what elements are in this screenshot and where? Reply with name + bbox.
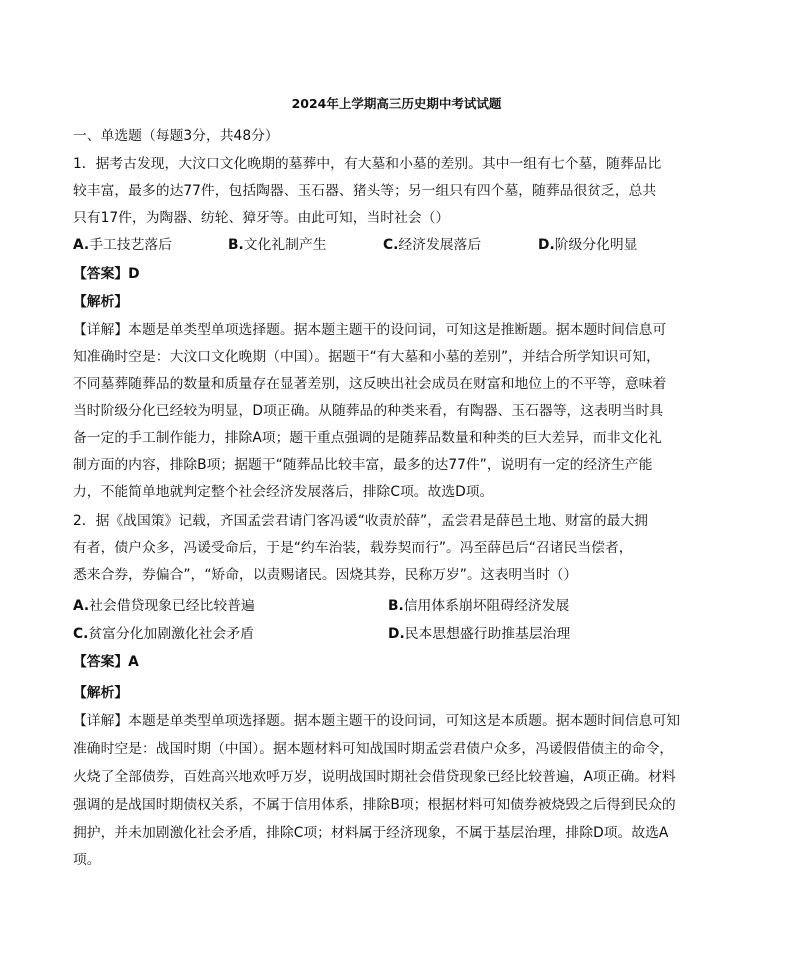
q1-stem-line-3: 只有17件，为陶器、纺轮、獐牙等。由此可知，当时社会（） [73,210,450,226]
q2-stem-line-1: 2．据《战国策》记载，齐国孟尝君请门客冯谖“收责於薛”，孟尝君是薛邑土地、财富的最大拥 [73,513,648,529]
page-title: 2024年上学期高三历史期中考试试题 [291,96,502,111]
q1-analysis-label: 【解析】 [73,294,129,310]
q2-detail-line-2: 准确时空是：战国时期（中国）。据本题材料可知战国时期孟尝君债户众多，冯谖假借债主的命令， [73,741,674,757]
q1-detail-line-2: 知准确时空是：大汶口文化晚期（中国）。据题干“有大墓和小墓的差别”，并结合所学知识可知， [73,349,660,365]
q1-detail-line-7: 力，不能简单地就判定整个社会经济发展落后，排除C项。故选D项。 [73,484,494,500]
q1-option-c-text: 经济发展落后 [398,237,482,253]
q1-detail-line-5: 备一定的手工制作能力，排除A项；题干重点强调的是随葬品数量和种类的巨大差异，而非文化礼 [73,430,662,446]
q1-answer: 【答案】D [73,266,140,282]
q1-option-a-letter: A. [73,237,90,253]
q1-detail-line-3: 不同墓葬随葬品的数量和质量存在显著差别，这反映出社会成员在财富和地位上的不平等，意味着 [73,376,667,392]
q2-option-c-text: 贫富分化加剧激化社会矛盾 [88,626,254,642]
q1-stem-line-2: 较丰富，最多的达77件，包括陶器、玉石器、猪头等；另一组只有四个墓，随葬品很贫乏，总共 [73,183,657,199]
q1-stem-line-1: 1．据考古发现，大汶口文化晚期的墓葬中，有大墓和小墓的差别。其中一组有七个墓，随葬品比 [73,156,662,172]
q2-detail-line-3: 火烧了全部债券，百姓高兴地欢呼万岁，说明战国时期社会借贷现象已经比较普遍，A项正确。材料 [73,769,676,785]
q2-option-c-letter: C. [73,626,89,642]
q1-option-b-text: 文化礼制产生 [243,237,327,253]
section-heading: 一、单选题（每题3分，共48分） [73,128,279,144]
q2-analysis-label: 【解析】 [73,685,129,701]
q2-option-c [73,624,254,644]
q2-detail-line-4: 强调的是战国时期债权关系，不属于信用体系，排除B项；根据材料可知债券被烧毁之后得到民众的 [73,797,676,813]
q2-option-b [388,596,569,616]
q1-option-d [538,235,637,255]
q1-option-a [73,235,172,255]
q1-detail-line-4: 当时阶级分化已经较为明显，D项正确。从随葬品的种类来看，有陶器、玉石器等，这表明当时具 [73,403,664,419]
q2-stem-line-2: 有者，债户众多，冯谖受命后，于是“约车治装，载券契而行”。冯至薛邑后“召诸民当偿者， [73,540,633,556]
q2-option-b-text: 信用体系崩坏阻碍经济发展 [403,598,570,614]
q1-option-d-text: 阶级分化明显 [554,237,638,253]
q1-detail-line-1: 【详解】本题是单类型单项选择题。据本题主题干的设问词，可知这是推断题。据本题时间信息可 [73,322,667,338]
q1-option-a-text: 手工技艺落后 [89,237,172,253]
q2-option-d-letter: D. [388,626,405,642]
q2-answer: 【答案】A [73,654,139,670]
q1-option-d-letter: D. [538,237,555,253]
q2-detail-line-1: 【详解】本题是单类型单项选择题。据本题主题干的设问词，可知这是本质题。据本题时间信息可知 [73,713,681,729]
q2-option-a [73,596,255,616]
q2-option-a-text: 社会借贷现象已经比较普遍 [89,598,255,614]
q1-option-c [383,235,481,255]
q2-detail-line-6: 项。 [73,852,101,868]
q1-option-c-letter: C. [383,237,399,253]
q1-detail-line-6: 制方面的内容，排除B项；据题干“随葬品比较丰富，最多的达77件”，说明有一定的经济生产能 [73,457,653,473]
q2-option-d [388,624,570,644]
q2-detail-line-5: 拥护，并未加剧激化社会矛盾，排除C项；材料属于经济现象，不属于基层治理，排除D项。故选A [73,825,669,841]
q2-stem-line-3: 悉来合券，券偏合”，“矫命，以责赐诸民。因烧其券，民称万岁”。这表明当时（） [73,567,578,583]
q2-option-d-text: 民本思想盛行助推基层治理 [404,626,571,642]
q1-option-b [228,235,327,255]
q2-option-a-letter: A. [73,598,90,614]
q1-option-b-letter: B. [228,237,244,253]
q2-option-b-letter: B. [388,598,404,614]
